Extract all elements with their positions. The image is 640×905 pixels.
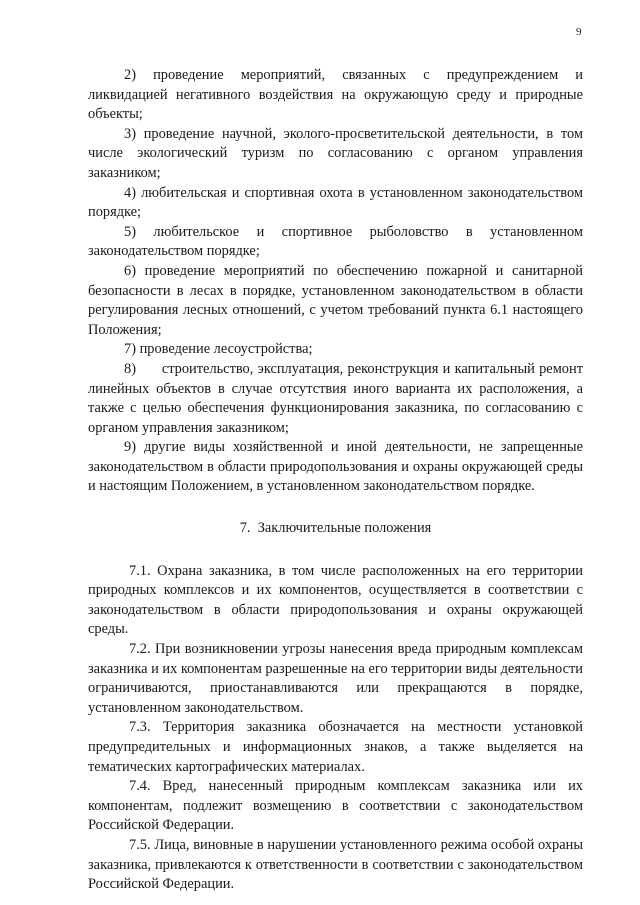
paragraph: 7.3. Территория заказника обозначается на местности установкой предупредительных и информационных знаков, а также выделяется на тематических картографических материалах.: [88, 719, 583, 775]
final-provisions: [88, 562, 583, 895]
paragraph: 7.5. Лица, виновные в нарушении установленного режима особой охраны заказника, привлекаются к ответственности в соответствии с законодательством Российской Федерации.: [88, 836, 583, 893]
paragraph: 7.1. Охрана заказника, в том числе расположенных на его территории природных комплексов и их компонентов, осуществляется в соответствии с законодательством в области природопользования и охраны окружающей среды.: [88, 562, 583, 638]
list-item: 2) проведение мероприятий, связанных с предупреждением и ликвидацией негативного воздействия на окружающую среду и природные объекты;: [88, 67, 583, 123]
paragraph: 7.4. Вред, нанесенный природным комплексам заказника или их компонентам, подлежит возмещению в соответствии с законодательством Российской Федерации.: [88, 778, 583, 834]
paragraph: 7.2. При возникновении угрозы нанесения вреда природным комплексам заказника и их компонентам разрешенные на его территории виды деятельности ограничиваются, приостанавливаются или прекращаются в порядке, установленном законодательством.: [88, 641, 583, 716]
list-item: 3) проведение научной, эколого-просветительской деятельности, в том числе экологический туризм по согласованию с органом управления заказником;: [88, 125, 583, 181]
list-item: 4) любительская и спортивная охота в установленном законодательством порядке;: [88, 184, 583, 221]
section-title: 7. Заключительные положения: [239, 520, 432, 537]
list-item: 8) строительство, эксплуатация, реконструкция и капитальный ремонт линейных объектов в случае отсутствия иного варианта их расположения, а также с целью обеспечения функционирования заказника, по согласованию с органом управления заказником;: [88, 360, 587, 436]
list-item: 7) проведение лесоустройства;: [124, 341, 313, 358]
permitted-activities-list: [88, 66, 587, 497]
list-item: 9) другие виды хозяйственной и иной деятельности, не запрещенные законодательством в области природопользования и охраны окружающей среды и настоящим Положением, в установленном законодательством порядке.: [88, 439, 583, 495]
list-item: 5) любительское и спортивное рыболовство в установленном законодательством порядке;: [88, 223, 583, 260]
page-number: 9: [576, 26, 582, 38]
list-item: 6) проведение мероприятий по обеспечению пожарной и санитарной безопасности в лесах в порядке, установленном законодательством в области регулирования лесных отношений, с учетом требований пункта 6.1 настоящего Положения;: [88, 262, 583, 338]
document-body: [88, 66, 587, 895]
